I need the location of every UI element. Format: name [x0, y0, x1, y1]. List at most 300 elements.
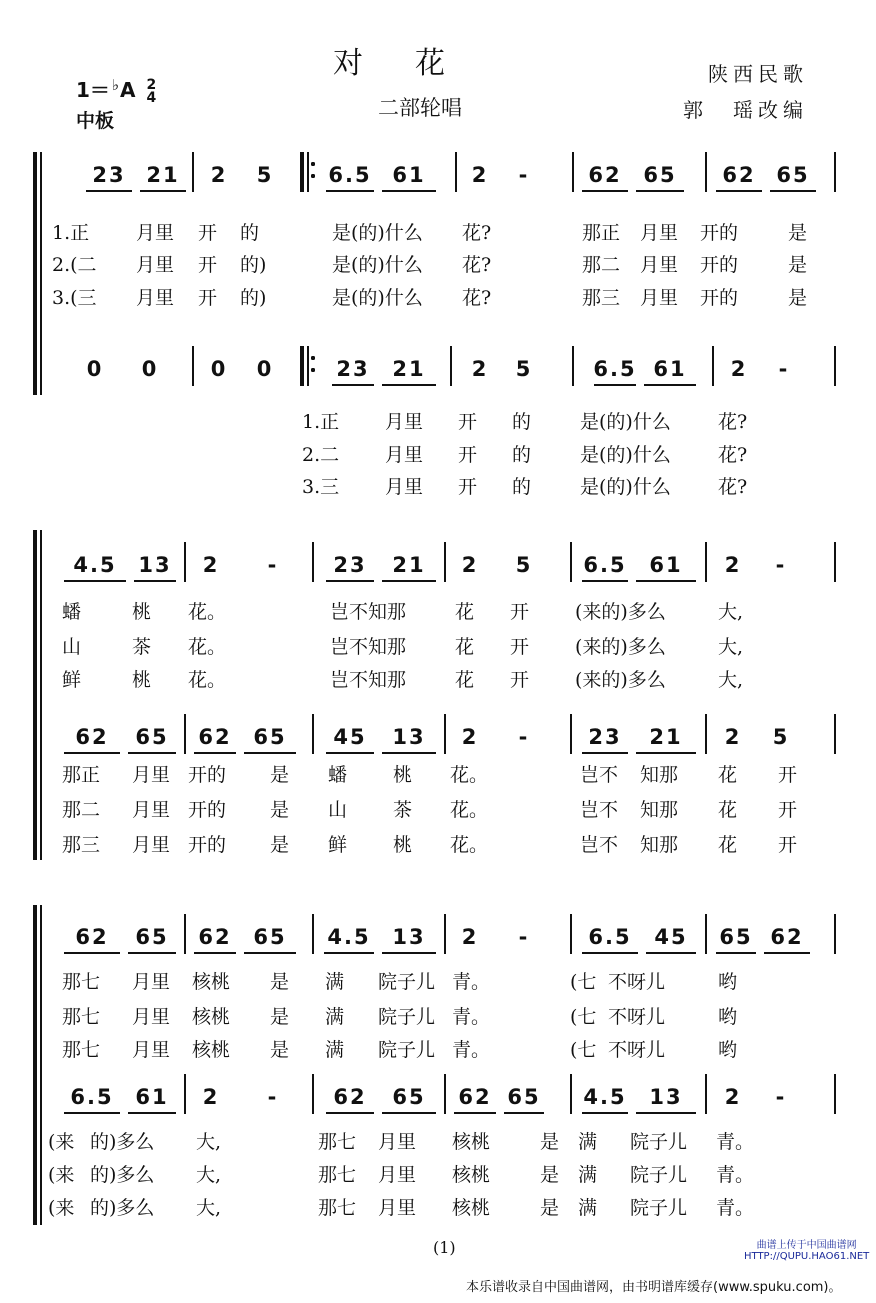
- lyric-word: 花。: [188, 601, 227, 623]
- lyric-word: 鲜: [328, 834, 348, 856]
- lyric-word: 开的: [188, 834, 227, 856]
- barline: [444, 542, 446, 582]
- note-group: 6.5: [578, 548, 632, 582]
- lyric-word: 院子儿: [630, 1164, 688, 1186]
- note-group: 23: [328, 352, 378, 386]
- key-signature: [76, 74, 156, 105]
- upper-voice-notes: [0, 158, 876, 192]
- lyric-word: 是: [788, 254, 808, 276]
- note-group: 45: [642, 920, 700, 954]
- lyric-word: 月里: [132, 764, 171, 786]
- note-group: 2: [471, 357, 489, 381]
- note-group: 65: [632, 158, 688, 192]
- lyric-word: 开: [198, 287, 218, 309]
- note-group: 4.5: [320, 920, 378, 954]
- note-group: 65: [500, 1080, 548, 1114]
- note-group: -: [775, 1085, 787, 1109]
- note-group: 62: [60, 720, 124, 754]
- lyric-word: 花?: [462, 254, 492, 276]
- note-group: 2: [202, 553, 220, 577]
- lyric-word: 哟: [718, 1006, 738, 1028]
- note-group: 2: [724, 725, 742, 749]
- lyric-word: 那七: [62, 1006, 101, 1028]
- lyric-word: 知那: [640, 799, 679, 821]
- barline: [705, 714, 707, 754]
- upper-lyric-verse-3: [0, 1035, 876, 1065]
- barline: [444, 1074, 446, 1114]
- lyric-word: 山: [62, 636, 82, 658]
- lyric-word: 月里: [378, 1131, 417, 1153]
- barline: [705, 914, 707, 954]
- lyric-word: (来: [48, 1197, 75, 1219]
- lyric-word: 开: [458, 476, 478, 498]
- lyric-word: 开的: [188, 799, 227, 821]
- lyric-word: 茶: [132, 636, 152, 658]
- lyric-word: 月里: [640, 254, 679, 276]
- note-group: -: [518, 163, 530, 187]
- lyric-word: (来的)多么: [575, 669, 666, 691]
- lyric-word: 青。: [716, 1197, 755, 1219]
- barline: [572, 346, 574, 386]
- flat-sign: ♭: [111, 76, 119, 94]
- note-group: 6.5: [590, 352, 640, 386]
- barline: [312, 1074, 314, 1114]
- lyric-word: 大,: [718, 669, 744, 691]
- repeat-sign: [300, 152, 314, 192]
- lyric-word: 月里: [640, 287, 679, 309]
- lyric-word: 的: [512, 476, 532, 498]
- note-group: 5: [515, 357, 533, 381]
- lyric-word: 开: [458, 444, 478, 466]
- lyric-word: 知那: [640, 834, 679, 856]
- note-group: 21: [136, 158, 190, 192]
- lower-lyric-verse-1: [0, 760, 876, 790]
- note-group: -: [518, 925, 530, 949]
- lyric-word: 哟: [718, 971, 738, 993]
- note-group: 61: [640, 352, 700, 386]
- page-number: (1): [433, 1238, 456, 1257]
- lyric-word: 花。: [188, 669, 227, 691]
- barline: [444, 914, 446, 954]
- lyric-word: 花。: [188, 636, 227, 658]
- lyric-word: 院子儿: [378, 971, 436, 993]
- lyric-word: 大,: [196, 1197, 222, 1219]
- note-group: 13: [378, 920, 440, 954]
- barline: [570, 542, 572, 582]
- key-prefix: 1＝: [76, 78, 110, 102]
- lyric-word: 那七: [62, 1039, 101, 1061]
- note-group: 65: [240, 920, 300, 954]
- note-group: 0: [86, 357, 104, 381]
- lyric-word: 是: [270, 799, 290, 821]
- lyric-word: 大,: [196, 1164, 222, 1186]
- lyric-word: 岂不知那: [330, 636, 407, 658]
- note-group: 2: [461, 925, 479, 949]
- barline: [312, 714, 314, 754]
- lyric-word: (来的)多么: [575, 601, 666, 623]
- lyric-word: (七: [570, 1006, 597, 1028]
- repeat-dots: [311, 356, 315, 372]
- lower-lyric-verse-3: [0, 472, 876, 502]
- lower-lyric-verse-1: [0, 1127, 876, 1157]
- upper-lyric-verse-2: [0, 250, 876, 280]
- lower-lyric-verse-2: [0, 1160, 876, 1190]
- lyric-word: 不呀儿: [608, 1039, 666, 1061]
- note-group: 5: [515, 553, 533, 577]
- lyric-word: 桃: [132, 601, 152, 623]
- lyric-word: 月里: [132, 971, 171, 993]
- note-group: 65: [378, 1080, 440, 1114]
- barline: [834, 152, 836, 192]
- lyric-word: 月里: [378, 1164, 417, 1186]
- lyric-word: 开的: [700, 254, 739, 276]
- lower-voice-notes: [0, 1080, 876, 1114]
- time-bottom: 4: [146, 89, 157, 106]
- lyric-word: (来: [48, 1131, 75, 1153]
- lyric-word: 青。: [452, 971, 491, 993]
- repeat-dots: [311, 162, 315, 178]
- lyric-word: 开的: [700, 287, 739, 309]
- upload-notice: [744, 1240, 869, 1262]
- lyric-word: 花?: [718, 411, 748, 433]
- lyric-word: 3.(三: [52, 287, 97, 309]
- lyric-word: 那三: [62, 834, 101, 856]
- lyric-word: 的)多么: [90, 1164, 155, 1186]
- note-group: 2: [730, 357, 748, 381]
- lyric-word: 岂不: [580, 799, 619, 821]
- arranger-credit: 郭 瑶改编: [683, 98, 808, 122]
- note-group: 23: [578, 720, 632, 754]
- lyric-word: 开: [198, 254, 218, 276]
- lower-lyric-verse-2: [0, 795, 876, 825]
- lyric-word: 青。: [716, 1164, 755, 1186]
- subtitle: 二部轮唱: [378, 96, 462, 120]
- upper-lyric-verse-1: [0, 967, 876, 997]
- lyric-word: 那七: [318, 1131, 357, 1153]
- lyric-word: 开的: [700, 222, 739, 244]
- note-group: 62: [322, 1080, 378, 1114]
- lyric-word: (来: [48, 1164, 75, 1186]
- lyric-word: 开: [510, 636, 530, 658]
- note-group: 62: [760, 920, 814, 954]
- note-group: 2: [210, 163, 228, 187]
- note-group: 61: [632, 548, 700, 582]
- lyric-word: 是: [788, 287, 808, 309]
- upper-lyric-verse-1: [0, 597, 876, 627]
- note-group: 5: [256, 163, 274, 187]
- note-group: -: [267, 1085, 279, 1109]
- lyric-word: (七: [570, 1039, 597, 1061]
- barline: [455, 152, 457, 192]
- lyric-word: 开: [198, 222, 218, 244]
- note-group: 65: [712, 920, 760, 954]
- lyric-word: 开: [458, 411, 478, 433]
- upper-lyric-verse-1: [0, 218, 876, 248]
- source-notice: 本乐谱收录自中国曲谱网，由书明谱库缓存(www.spuku.com)。: [466, 1280, 842, 1295]
- lyric-word: 的): [240, 287, 267, 309]
- lyric-word: 花: [718, 764, 738, 786]
- note-group: 5: [772, 725, 790, 749]
- song-title: 对花: [333, 46, 497, 81]
- lyric-word: 月里: [132, 1039, 171, 1061]
- note-group: 62: [60, 920, 124, 954]
- lyric-word: 月里: [385, 411, 424, 433]
- lyric-word: 2.二: [302, 444, 340, 466]
- lyric-word: 不呀儿: [608, 971, 666, 993]
- note-group: 62: [712, 158, 766, 192]
- note-group: 2: [202, 1085, 220, 1109]
- barline: [834, 346, 836, 386]
- upper-lyric-verse-3: [0, 665, 876, 695]
- tempo-marking: 中板: [76, 110, 115, 132]
- lyric-word: 是: [540, 1131, 560, 1153]
- note-group: 65: [124, 720, 180, 754]
- note-group: 2: [471, 163, 489, 187]
- note-group: 2: [724, 1085, 742, 1109]
- upload-line-2: HTTP://QUPU.HAO61.NET: [744, 1251, 870, 1262]
- barline: [834, 1074, 836, 1114]
- lyric-word: 是: [270, 834, 290, 856]
- lyric-word: 花。: [450, 799, 489, 821]
- barline: [570, 714, 572, 754]
- lyric-word: 那七: [318, 1197, 357, 1219]
- lyric-word: 青。: [452, 1039, 491, 1061]
- lyric-word: 桃: [393, 834, 413, 856]
- note-group: 62: [190, 720, 240, 754]
- note-group: -: [518, 725, 530, 749]
- lyric-word: 岂不知那: [330, 669, 407, 691]
- note-group: 0: [256, 357, 274, 381]
- lyric-word: 满: [325, 971, 345, 993]
- lyric-word: 那正: [62, 764, 101, 786]
- note-group: 6.5: [60, 1080, 124, 1114]
- barline: [570, 1074, 572, 1114]
- lyric-word: 院子儿: [378, 1039, 436, 1061]
- lyric-word: 岂不: [580, 764, 619, 786]
- lyric-word: 那七: [318, 1164, 357, 1186]
- lyric-word: 开: [778, 764, 798, 786]
- lyric-word: 那二: [582, 254, 621, 276]
- barline: [834, 542, 836, 582]
- lyric-word: 青。: [452, 1006, 491, 1028]
- lyric-word: 满: [325, 1006, 345, 1028]
- note-group: 62: [450, 1080, 500, 1114]
- note-group: 61: [378, 158, 440, 192]
- lyric-word: 那三: [582, 287, 621, 309]
- lyric-word: 院子儿: [630, 1131, 688, 1153]
- note-group: -: [778, 357, 790, 381]
- lyric-word: 大,: [196, 1131, 222, 1153]
- barline: [312, 542, 314, 582]
- barline: [712, 346, 714, 386]
- lyric-word: 核桃: [192, 1039, 231, 1061]
- lyric-word: 月里: [385, 476, 424, 498]
- lyric-word: 蟠: [62, 601, 82, 623]
- key-note: A: [120, 78, 136, 102]
- lyric-word: 2.(二: [52, 254, 97, 276]
- lower-lyric-verse-3: [0, 1193, 876, 1223]
- lyric-word: 月里: [136, 287, 175, 309]
- lyric-word: 是(的)什么: [580, 476, 671, 498]
- lyric-word: 那七: [62, 971, 101, 993]
- upper-voice-notes: [0, 548, 876, 582]
- origin-credit: 陕西民歌: [708, 62, 808, 86]
- note-group: 13: [632, 1080, 700, 1114]
- note-group: 62: [578, 158, 632, 192]
- note-group: -: [267, 553, 279, 577]
- lyric-word: 月里: [378, 1197, 417, 1219]
- barline: [834, 914, 836, 954]
- lyric-word: 花: [455, 601, 475, 623]
- lyric-word: 核桃: [452, 1131, 491, 1153]
- barline: [192, 346, 194, 386]
- lyric-word: 那二: [62, 799, 101, 821]
- lyric-word: 月里: [132, 834, 171, 856]
- note-group: 23: [322, 548, 378, 582]
- lyric-word: 那正: [582, 222, 621, 244]
- lyric-word: 花?: [462, 287, 492, 309]
- note-group: 65: [766, 158, 820, 192]
- lyric-word: 院子儿: [378, 1006, 436, 1028]
- lyric-word: 是: [270, 971, 290, 993]
- lyric-word: 的)多么: [90, 1197, 155, 1219]
- lyric-word: 是: [270, 1039, 290, 1061]
- barline: [184, 1074, 186, 1114]
- lyric-word: 是(的)什么: [580, 444, 671, 466]
- note-group: 65: [124, 920, 180, 954]
- repeat-sign: [300, 346, 314, 386]
- upper-lyric-verse-3: [0, 283, 876, 313]
- lyric-word: 是(的)什么: [332, 287, 423, 309]
- lyric-word: 3.三: [302, 476, 340, 498]
- note-group: 45: [322, 720, 378, 754]
- note-group: -: [775, 553, 787, 577]
- note-group: 65: [240, 720, 300, 754]
- barline: [572, 152, 574, 192]
- lyric-word: 1.正: [52, 222, 90, 244]
- lower-voice-notes: [0, 352, 876, 386]
- note-group: 21: [378, 352, 440, 386]
- lyric-word: 大,: [718, 636, 744, 658]
- lyric-word: 哟: [718, 1039, 738, 1061]
- time-top: 2: [146, 76, 157, 93]
- lyric-word: 1.正: [302, 411, 340, 433]
- barline: [705, 542, 707, 582]
- note-group: 6.5: [578, 920, 642, 954]
- lyric-word: 是: [788, 222, 808, 244]
- lyric-word: 的)多么: [90, 1131, 155, 1153]
- lower-lyric-verse-3: [0, 830, 876, 860]
- barline: [184, 542, 186, 582]
- lyric-word: 月里: [132, 799, 171, 821]
- note-group: 2: [461, 725, 479, 749]
- lower-lyric-verse-2: [0, 440, 876, 470]
- lyric-word: 桃: [132, 669, 152, 691]
- barline: [184, 914, 186, 954]
- lyric-word: 开: [778, 799, 798, 821]
- lyric-word: 核桃: [192, 971, 231, 993]
- lyric-word: 的: [512, 411, 532, 433]
- lyric-word: 月里: [136, 254, 175, 276]
- lyric-word: 月里: [640, 222, 679, 244]
- lyric-word: 山: [328, 799, 348, 821]
- upper-lyric-verse-2: [0, 1002, 876, 1032]
- barline: [312, 914, 314, 954]
- lyric-word: 是: [540, 1197, 560, 1219]
- lyric-word: 岂不: [580, 834, 619, 856]
- lyric-word: 的): [240, 254, 267, 276]
- lyric-word: 花。: [450, 834, 489, 856]
- note-group: 6.5: [322, 158, 378, 192]
- lower-voice-notes: [0, 720, 876, 754]
- lyric-word: 开的: [188, 764, 227, 786]
- barline: [184, 714, 186, 754]
- lyric-word: 花: [718, 834, 738, 856]
- lyric-word: 是: [270, 764, 290, 786]
- lyric-word: 核桃: [452, 1197, 491, 1219]
- lyric-word: 满: [578, 1164, 598, 1186]
- barline: [570, 914, 572, 954]
- note-group: 62: [190, 920, 240, 954]
- lyric-word: 花: [718, 799, 738, 821]
- lyric-word: 开: [778, 834, 798, 856]
- lyric-word: 院子儿: [630, 1197, 688, 1219]
- upper-voice-notes: [0, 920, 876, 954]
- note-group: 13: [130, 548, 180, 582]
- note-group: 4.5: [60, 548, 130, 582]
- lyric-word: 核桃: [452, 1164, 491, 1186]
- note-group: 21: [632, 720, 700, 754]
- lyric-word: 花?: [462, 222, 492, 244]
- barline: [705, 1074, 707, 1114]
- upload-line-1: 曲谱上传于中国曲谱网: [756, 1240, 857, 1251]
- lyric-word: 桃: [393, 764, 413, 786]
- lyric-word: 开: [510, 601, 530, 623]
- lyric-word: (七: [570, 971, 597, 993]
- lyric-word: 大,: [718, 601, 744, 623]
- lyric-word: 青。: [716, 1131, 755, 1153]
- note-group: 0: [141, 357, 159, 381]
- lyric-word: 是(的)什么: [580, 411, 671, 433]
- lyric-word: 不呀儿: [608, 1006, 666, 1028]
- lyric-word: (来的)多么: [575, 636, 666, 658]
- lyric-word: 月里: [132, 1006, 171, 1028]
- lyric-word: 是: [270, 1006, 290, 1028]
- barline: [450, 346, 452, 386]
- time-signature: [146, 76, 157, 106]
- lyric-word: 知那: [640, 764, 679, 786]
- lyric-word: 开: [510, 669, 530, 691]
- barline: [705, 152, 707, 192]
- lyric-word: 是(的)什么: [332, 254, 423, 276]
- note-group: 2: [461, 553, 479, 577]
- note-group: 0: [210, 357, 228, 381]
- lyric-word: 花?: [718, 476, 748, 498]
- barline: [192, 152, 194, 192]
- lyric-word: 鲜: [62, 669, 82, 691]
- note-group: 23: [82, 158, 136, 192]
- lyric-word: 花。: [450, 764, 489, 786]
- lyric-word: 岂不知那: [330, 601, 407, 623]
- lyric-word: 花?: [718, 444, 748, 466]
- note-group: 4.5: [578, 1080, 632, 1114]
- lyric-word: 是(的)什么: [332, 222, 423, 244]
- lower-lyric-verse-1: [0, 407, 876, 437]
- note-group: 2: [724, 553, 742, 577]
- note-group: 61: [124, 1080, 180, 1114]
- lyric-word: 满: [578, 1131, 598, 1153]
- upper-lyric-verse-2: [0, 632, 876, 662]
